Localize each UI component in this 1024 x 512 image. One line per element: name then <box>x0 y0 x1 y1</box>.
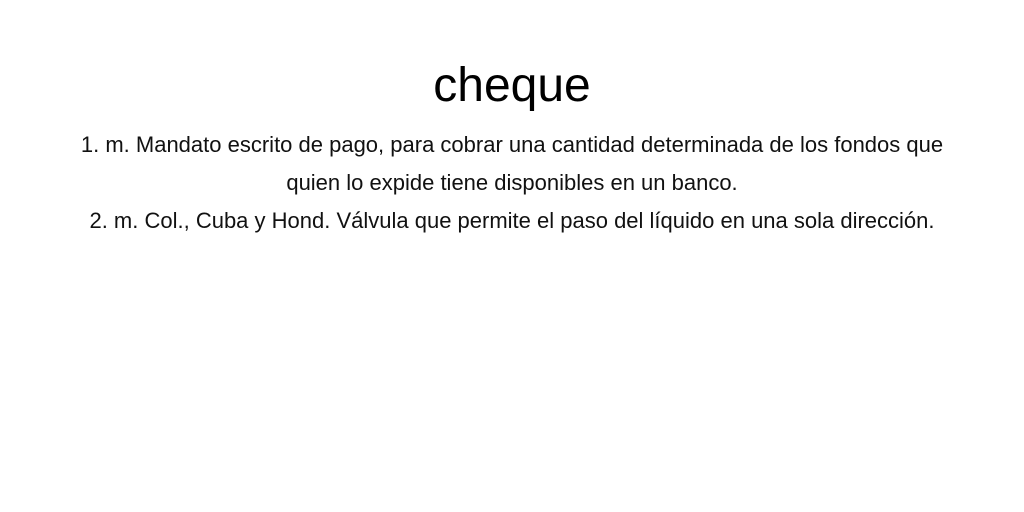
definition-1: 1. m. Mandato escrito de pago, para cobrar una cantidad determinada de los fondos que quien lo expide tiene disponibles en un banco. <box>80 132 944 195</box>
definition-2: 2. m. Col., Cuba y Hond. Válvula que permite el paso del líquido en una sola dirección. <box>89 208 935 233</box>
definition-list <box>77 126 947 240</box>
entry-word: cheque <box>433 59 591 112</box>
